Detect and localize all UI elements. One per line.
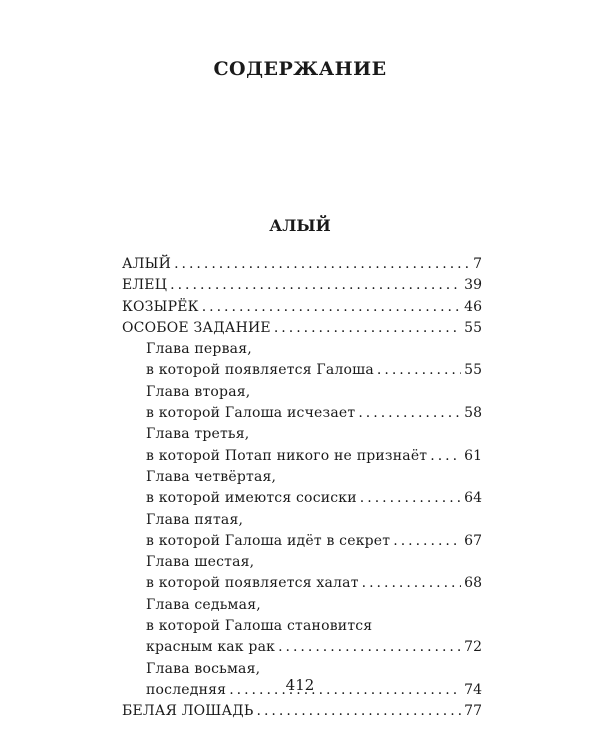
toc-entry: [122, 446, 482, 467]
toc-entry-label: Глава седьмая,: [146, 596, 261, 613]
toc-entry: [122, 510, 482, 531]
toc-entry-page: 67: [464, 532, 482, 549]
toc-entry: [122, 275, 482, 296]
toc-entry-page: 58: [464, 405, 482, 422]
toc-entry-page: 55: [464, 319, 482, 336]
toc-entry-page: 55: [464, 362, 482, 379]
toc-entry-page: 39: [464, 277, 482, 294]
toc-entry-label: в которой имеются сосиски: [146, 490, 357, 507]
table-of-contents: [122, 254, 482, 723]
dot-leader: [377, 360, 461, 381]
dot-leader: [278, 637, 461, 658]
toc-entry: [122, 339, 482, 360]
toc-entry-label: в которой Галоша идёт в секрет: [146, 532, 391, 549]
toc-entry: [122, 424, 482, 445]
toc-entry-page: 61: [464, 447, 482, 464]
toc-entry-page: 72: [464, 639, 482, 656]
toc-entry: [122, 552, 482, 573]
toc-entry-label: ОСОБОЕ ЗАДАНИЕ: [122, 319, 271, 336]
toc-entry: [122, 467, 482, 488]
toc-entry-label: последняя: [146, 681, 227, 698]
toc-entry-page: 46: [464, 298, 482, 315]
toc-entry-label: в которой Галоша исчезает: [146, 405, 356, 422]
toc-entry-label: Глава шестая,: [146, 554, 255, 571]
toc-entry-label: БЕЛАЯ ЛОШАДЬ: [122, 703, 254, 720]
toc-entry: [122, 531, 482, 552]
toc-entry-page: 74: [464, 681, 482, 698]
toc-entry: [122, 595, 482, 616]
toc-entry-label: ЕЛЕЦ: [122, 277, 168, 294]
toc-entry-label: в которой появляется халат: [146, 575, 359, 592]
dot-leader: [362, 573, 462, 594]
toc-entry: [122, 573, 482, 594]
toc-entry-label: Глава пятая,: [146, 511, 244, 528]
toc-entry-label: Глава восьмая,: [146, 660, 261, 677]
toc-entry-page: 7: [473, 256, 482, 272]
toc-entry-page: 77: [464, 703, 482, 720]
toc-entry-label: в которой появляется Галоша: [146, 362, 374, 379]
dot-leader: [174, 254, 470, 275]
dot-leader: [170, 275, 461, 296]
page-number: 412: [285, 676, 315, 694]
toc-entry-page: 68: [464, 575, 482, 592]
toc-entry-label: Глава вторая,: [146, 383, 251, 400]
dot-leader: [257, 701, 462, 722]
dot-leader: [358, 403, 461, 424]
toc-entry: [122, 382, 482, 403]
toc-entry-label: АЛЫЙ: [122, 256, 172, 272]
dot-leader: [274, 318, 461, 339]
page-title: СОДЕРЖАНИЕ: [213, 58, 387, 80]
toc-entry-label: Глава третья,: [146, 426, 250, 443]
toc-entry: [122, 403, 482, 424]
dot-leader: [360, 488, 461, 509]
toc-entry-label: Глава четвёртая,: [146, 468, 277, 485]
toc-entry-label: в которой Потап никого не признаёт: [146, 447, 428, 464]
toc-entry: [122, 488, 482, 509]
dot-leader: [393, 531, 461, 552]
toc-entry-label: в которой Галоша становится: [146, 618, 373, 635]
toc-entry-label: КОЗЫРЁК: [122, 298, 199, 315]
toc-entry-page: 64: [464, 490, 482, 507]
toc-entry: [122, 297, 482, 318]
toc-entry: [122, 254, 482, 275]
toc-entry: [122, 318, 482, 339]
section-title: АЛЫЙ: [269, 216, 331, 235]
toc-entry-label: Глава первая,: [146, 341, 252, 358]
toc-entry-label: красным как рак: [146, 639, 276, 656]
dot-leader: [430, 446, 461, 467]
toc-entry: [122, 701, 482, 722]
toc-entry: [122, 360, 482, 381]
toc-entry: [122, 637, 482, 658]
toc-entry: [122, 616, 482, 637]
dot-leader: [202, 297, 461, 318]
